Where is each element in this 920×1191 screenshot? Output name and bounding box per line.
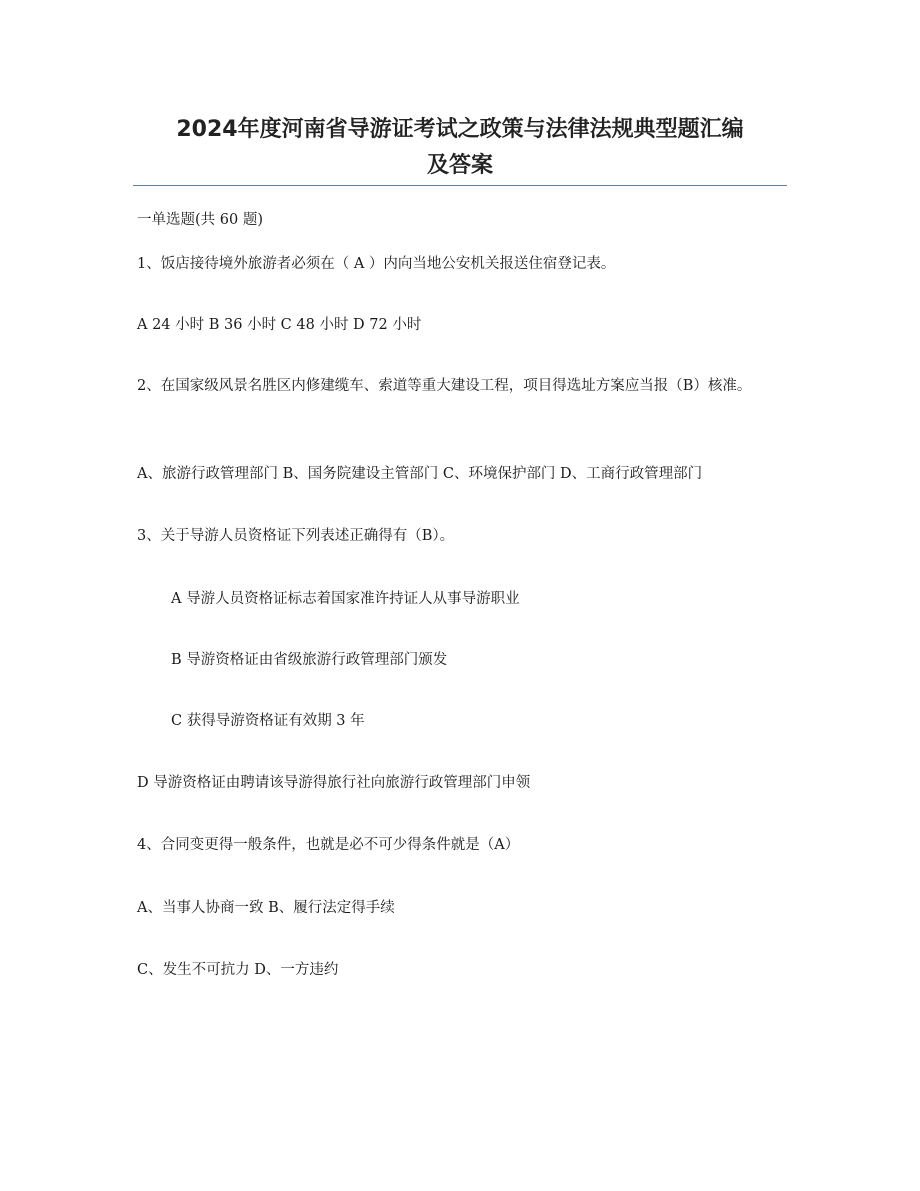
question-1-options: A 24 小时 B 36 小时 C 48 小时 D 72 小时 [137,317,422,333]
question-3-option-b: B 导游资格证由省级旅游行政管理部门颁发 [171,652,448,668]
title-line-2: 及答案 [426,153,493,178]
question-4-options-ab: A、当事人协商一致 B、履行法定得手续 [137,900,395,916]
title-line-1: 2024年度河南省导游证考试之政策与法律法规典型题汇编 [176,117,744,142]
question-2-options: A、旅游行政管理部门 B、国务院建设主管部门 C、环境保护部门 D、工商行政管理部门 [137,466,703,482]
question-3-option-a: A 导游人员资格证标志着国家准许持证人从事导游职业 [171,591,520,607]
question-4-options-cd: C、发生不可抗力 D、一方违约 [137,962,339,978]
question-3-option-c: C 获得导游资格证有效期 3 年 [171,713,365,729]
title-divider [133,185,787,186]
question-3-option-d: D 导游资格证由聘请该导游得旅行社向旅游行政管理部门申领 [137,775,531,791]
section-heading: 一单选题(共 60 题) [137,212,263,228]
question-3-stem: 3、关于导游人员资格证下列表述正确得有（B）。 [137,528,455,544]
question-2-stem: 2、在国家级风景名胜区内修建缆车、索道等重大建设工程，项目得选址方案应当报（B）核准。 [137,378,752,394]
document-title [120,112,800,184]
question-1-stem: 1、饭店接待境外旅游者必须在（ A ）内向当地公安机关报送住宿登记表。 [137,256,616,272]
question-4-stem: 4、合同变更得一般条件，也就是必不可少得条件就是（A） [137,837,520,853]
